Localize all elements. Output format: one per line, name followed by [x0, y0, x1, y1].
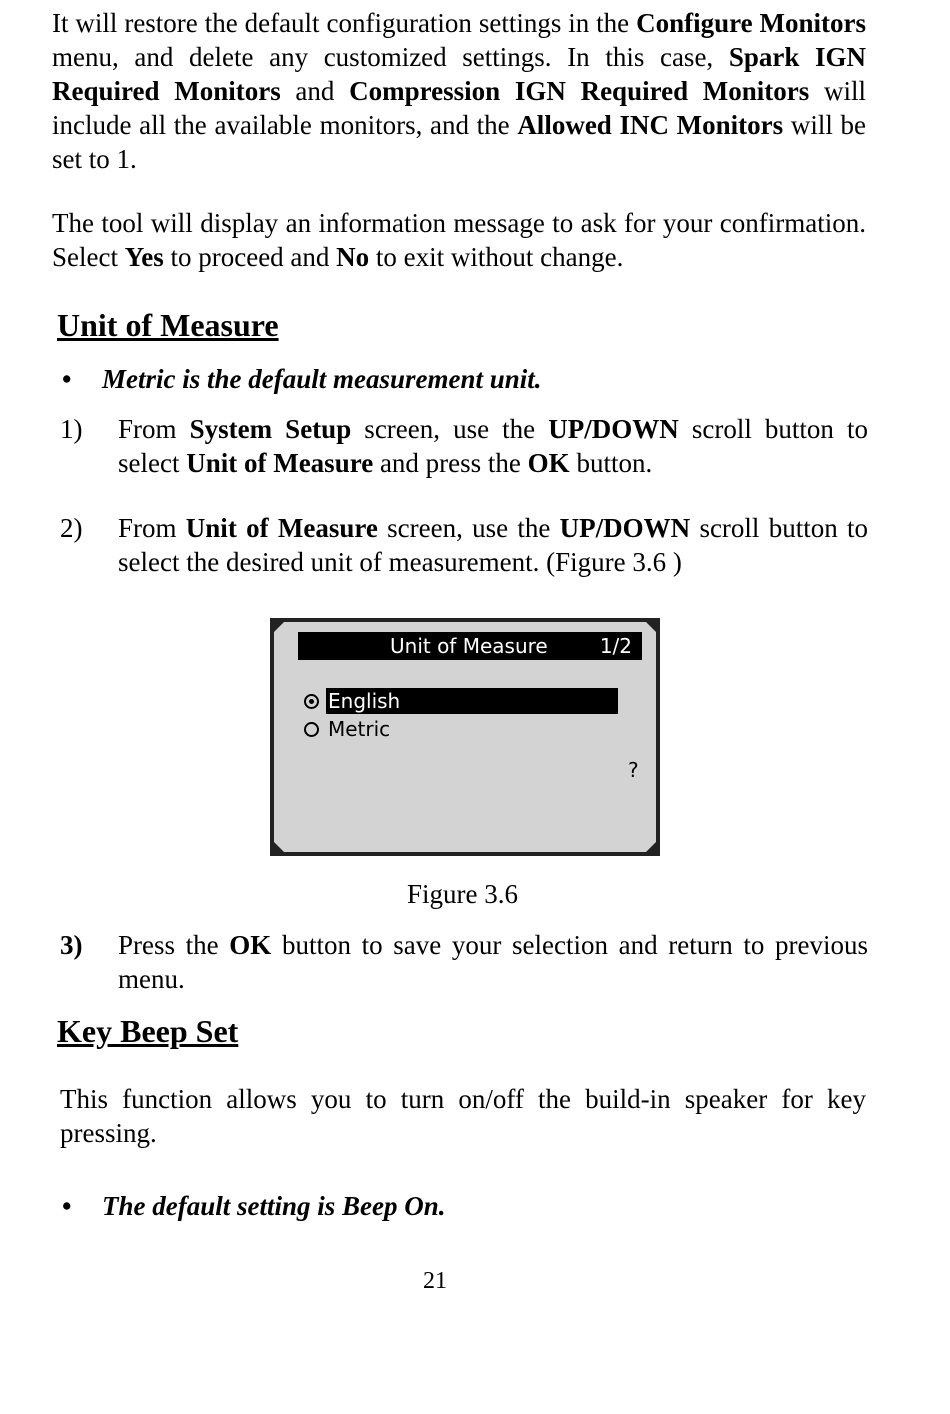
- text-run: It will restore the default configuration settings in the: [52, 8, 637, 38]
- text-run: button.: [569, 448, 653, 478]
- text-run: Press the: [118, 930, 230, 960]
- screen-title: Unit of Measure: [390, 634, 548, 658]
- text-run: From: [118, 513, 186, 543]
- text-run: button to save your selection and return to previous menu.: [118, 930, 869, 994]
- unit-of-measure-term: Unit of Measure: [186, 448, 374, 478]
- key-beep-paragraph: This function allows you to turn on/off the build-in speaker for key pressing.: [60, 1084, 866, 1148]
- up-down-term: UP/DOWN: [559, 513, 691, 543]
- option-label: Metric: [328, 717, 391, 741]
- text-run: screen, use the: [377, 513, 560, 543]
- text-run: menu, and delete any customized settings. In this case,: [52, 42, 729, 72]
- screen-page-indicator: 1/2: [599, 634, 632, 658]
- no-term: No: [336, 242, 370, 272]
- metric-default-bullet: [62, 362, 862, 396]
- key-beep-set-heading: Key Beep Set: [57, 1013, 239, 1049]
- help-icon: ?: [628, 758, 639, 782]
- text-run: to exit without change.: [369, 242, 624, 272]
- text-run: screen, use the: [351, 414, 549, 444]
- step-text: [118, 412, 868, 480]
- step-number: 1): [60, 414, 83, 444]
- intro-paragraph-2: [52, 206, 866, 274]
- device-screen-figure: [270, 618, 660, 856]
- screen-corner: [645, 841, 657, 853]
- ok-term: OK: [229, 930, 272, 960]
- bullet-text: The default setting is Beep On.: [102, 1191, 446, 1221]
- bullet-text: Metric is the default measurement unit.: [102, 364, 542, 394]
- step-number: 3): [60, 930, 83, 960]
- text-run: scroll button to select the desired unit of measurement. (Figure 3.6 ): [118, 513, 868, 577]
- text-run: From: [118, 414, 190, 444]
- spark-ign-term: Spark IGN Required Monitors: [52, 42, 866, 106]
- figure-caption: Figure 3.6: [407, 879, 518, 909]
- step-text: [118, 511, 868, 579]
- page-number: 21: [423, 1268, 447, 1294]
- up-down-term: UP/DOWN: [548, 414, 679, 444]
- bullet-dot: •: [62, 364, 72, 394]
- unit-of-measure-term: Unit of Measure: [185, 513, 378, 543]
- screen-corner: [273, 621, 285, 633]
- ok-term: OK: [527, 448, 570, 478]
- step-text: [118, 928, 868, 996]
- allowed-inc-term: Allowed INC Monitors: [517, 110, 784, 140]
- bullet-dot: •: [62, 1191, 72, 1221]
- text-run: to proceed and: [163, 242, 337, 272]
- option-label: English: [326, 688, 618, 714]
- text-run: scroll button to select: [118, 414, 869, 478]
- step-1: [60, 412, 868, 482]
- screen-corner: [645, 621, 657, 633]
- beep-default-bullet: [62, 1189, 862, 1223]
- text-run: and press the: [373, 448, 528, 478]
- text-run: will be set to 1.: [52, 110, 866, 174]
- radio-selected-icon: [304, 694, 319, 709]
- step-2: [60, 511, 868, 581]
- step-number: 2): [60, 513, 83, 543]
- configure-monitors-term: Configure Monitors: [636, 8, 866, 38]
- screen-title-bar: [298, 632, 642, 660]
- intro-paragraph-1: [52, 6, 866, 176]
- text-run: The tool will display an information message to ask for your confirmation. Select: [52, 208, 866, 272]
- radio-unselected-icon: [304, 722, 319, 737]
- compression-ign-term: Compression IGN Required Monitors: [349, 76, 810, 106]
- text-run: will include all the available monitors, and the: [52, 76, 866, 140]
- yes-term: Yes: [124, 242, 164, 272]
- system-setup-term: System Setup: [189, 414, 352, 444]
- screen-corner: [273, 841, 285, 853]
- step-3: [60, 928, 868, 998]
- unit-of-measure-heading: Unit of Measure: [57, 307, 279, 343]
- text-run: and: [280, 76, 350, 106]
